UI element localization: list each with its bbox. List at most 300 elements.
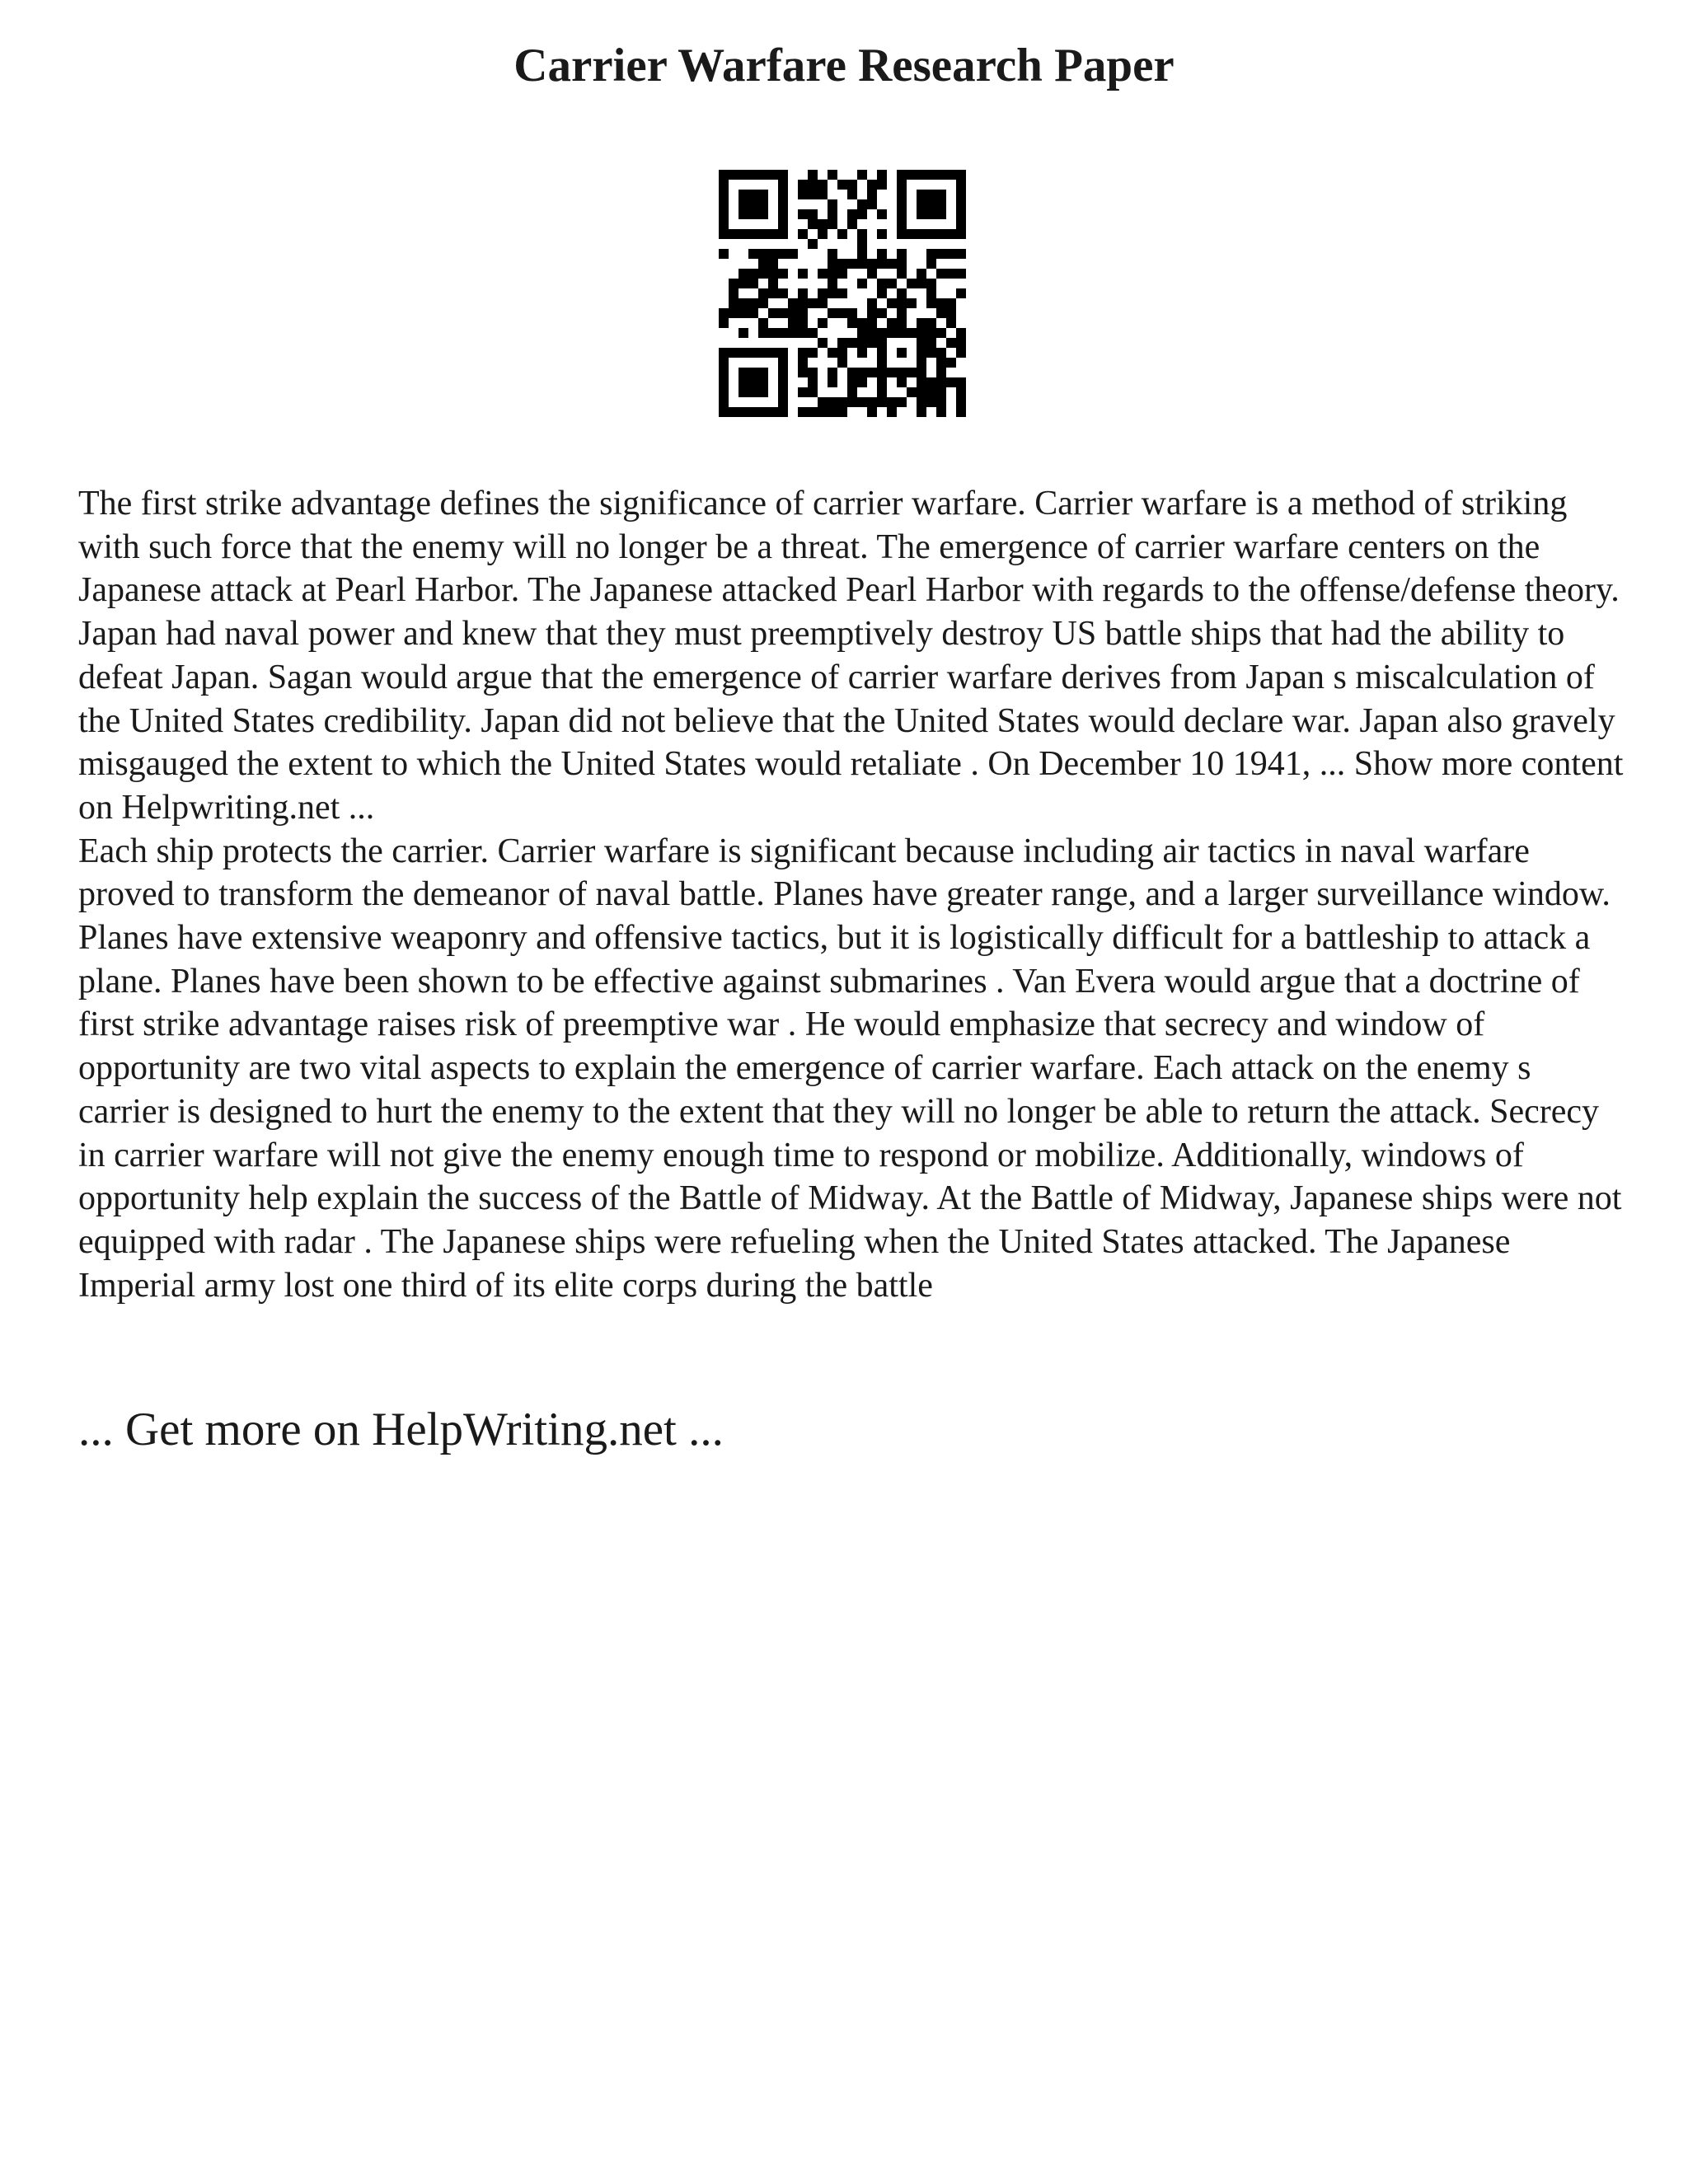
qr-module [897,298,907,308]
qr-module [798,298,808,308]
qr-module [917,279,926,288]
qr-module [857,328,867,338]
qr-module [729,279,738,288]
qr-module [788,298,798,308]
qr-module [936,308,946,318]
qr-module [917,328,926,338]
qr-module [818,288,828,298]
qr-module [719,209,729,219]
qr-module [926,328,936,338]
qr-module [857,229,867,239]
qr-module [828,288,837,298]
qr-module [917,190,926,199]
qr-module [818,219,828,229]
qr-code-graphic [719,170,966,417]
qr-module [867,368,877,377]
qr-module [926,377,936,387]
qr-module [897,180,907,190]
qr-module [897,209,907,219]
qr-module [768,348,778,358]
qr-code-icon[interactable] [719,170,966,417]
qr-module [877,387,887,397]
qr-module [768,279,778,288]
qr-module [828,199,837,209]
qr-module [748,298,758,308]
qr-module [798,308,808,318]
qr-module [788,249,798,259]
qr-module [837,288,847,298]
qr-module [907,368,917,377]
qr-module [778,170,788,180]
qr-module [897,328,907,338]
qr-module [729,229,738,239]
qr-module [926,397,936,407]
qr-module [808,219,818,229]
qr-module [818,229,828,239]
qr-module [738,229,748,239]
qr-module [758,377,768,387]
qr-module [877,358,887,368]
qr-module [847,219,857,229]
qr-module [758,318,768,328]
qr-module [867,190,877,199]
qr-module [828,170,837,180]
qr-module [748,249,758,259]
body-paragraph-2: Each ship protects the carrier. Carrier warfare is significant because including air tactics in naval warfare proved to transform the demeanor of naval battle. Planes have greater range, and a larger surveillance window. Planes have extensive weaponry and offensive tactics, but it is logistically difficult for a battleship to attack a plane. Planes have been shown to be effective against submarines . Van Evera would argue that a doctrine of first strike advantage raises risk of preemptive war . He would emphasize that secrecy and window of opportunity are two vital aspects to explain the emergence of carrier warfare. Each attack on the enemy s carrier is designed to hurt the enemy to the extent that they will no longer be able to return the attack. Secrecy in carrier warfare will not give the enemy enough time to respond or mobilize. Additionally, windows of opportunity help explain the success of the Battle of Midway. At the Battle of Midway, Japanese ships were not equipped with radar . The Japanese ships were refueling when the United States attacked. The Japanese Imperial army lost one third of its elite corps during the battle [78,832,1622,1305]
qr-module [956,338,966,348]
qr-module [936,249,946,259]
qr-module [917,387,926,397]
qr-module [808,209,818,219]
qr-module [748,269,758,279]
qr-module [738,279,748,288]
qr-module [857,368,867,377]
qr-module [808,180,818,190]
qr-module [917,318,926,328]
qr-module [748,368,758,377]
qr-module [847,318,857,328]
qr-module [778,368,788,377]
qr-module [778,328,788,338]
qr-module [837,308,847,318]
qr-module [837,358,847,368]
qr-module [887,298,897,308]
qr-module [719,318,729,328]
qr-module [778,387,788,397]
qr-module [946,229,956,239]
qr-module [926,170,936,180]
qr-module [956,269,966,279]
qr-module [877,368,887,377]
qr-module [798,407,808,417]
qr-module [917,209,926,219]
qr-module [956,170,966,180]
qr-module [956,249,966,259]
qr-module [748,199,758,209]
qr-module [778,180,788,190]
qr-module [926,259,936,269]
qr-module [857,259,867,269]
qr-module [956,397,966,407]
qr-module [956,199,966,209]
qr-module [926,338,936,348]
qr-module [758,199,768,209]
qr-module [768,308,778,318]
qr-module [798,358,808,368]
qr-module [877,338,887,348]
qr-module [857,318,867,328]
qr-module [907,279,917,288]
qr-module [808,348,818,358]
qr-module [897,308,907,318]
qr-module [936,348,946,358]
qr-module [729,298,738,308]
qr-module [847,308,857,318]
qr-module [837,338,847,348]
get-more-link[interactable]: ... Get more on HelpWriting.net ... [78,1404,724,1455]
qr-module [847,387,857,397]
qr-module [758,190,768,199]
qr-module [847,338,857,348]
qr-module [818,180,828,190]
qr-module [837,229,847,239]
qr-module [808,298,818,308]
qr-module [778,229,788,239]
qr-module [887,407,897,417]
qr-module [877,209,887,219]
qr-module [857,279,867,288]
qr-module [857,209,867,219]
qr-module [768,407,778,417]
qr-module [808,190,818,199]
qr-module [936,368,946,377]
qr-module [738,170,748,180]
qr-module [926,190,936,199]
qr-module [936,199,946,209]
qr-module [936,407,946,417]
qr-module [828,308,837,318]
qr-module [828,269,837,279]
qr-module [719,199,729,209]
qr-module [768,288,778,298]
qr-module [798,318,808,328]
qr-module [798,209,808,219]
qr-module [917,338,926,348]
qr-module [917,368,926,377]
qr-module [828,279,837,288]
qr-module [818,190,828,199]
qr-module [778,377,788,387]
qr-module [738,387,748,397]
qr-module [788,328,798,338]
qr-module [778,249,788,259]
qr-module [729,407,738,417]
qr-module [758,249,768,259]
qr-module [798,190,808,199]
qr-module [758,209,768,219]
qr-module [719,368,729,377]
qr-module [818,269,828,279]
qr-module [956,288,966,298]
qr-module [828,368,837,377]
qr-module [867,298,877,308]
qr-module [877,308,887,318]
qr-module [887,279,897,288]
qr-module [956,180,966,190]
qr-module [917,229,926,239]
qr-module [778,209,788,219]
qr-module [837,407,847,417]
qr-module [738,407,748,417]
qr-module [837,348,847,358]
qr-module [768,269,778,279]
qr-module [917,170,926,180]
qr-module [818,338,828,348]
qr-module [907,298,917,308]
qr-module [857,377,867,387]
qr-module [738,368,748,377]
qr-module [946,377,956,387]
qr-module [897,219,907,229]
body-paragraph-1: The first strike advantage defines the significance of carrier warfare. Carrier warfare is a method of striking with such force that the enemy will no longer be a threat. The emergence of carrier warfare centers on the Japanese attack at Pearl Harbor. The Japanese attacked Pearl Harbor with regards to the offense/defense theory. Japan had naval power and knew that they must preemptively destroy US battle ships that had the ability to defeat Japan. Sagan would argue that the emergence of carrier warfare derives from Japan s miscalculation of the United States credibility. Japan did not believe that the United States would declare war. Japan also gravely misgauged the extent to which the United States would retaliate . On December 10 1941, ... Show more content on Helpwriting.net ... [78,485,1624,827]
qr-module [936,377,946,387]
qr-module [926,279,936,288]
qr-module [798,328,808,338]
qr-module [887,397,897,407]
qr-module [917,348,926,358]
qr-module [867,318,877,328]
qr-module [926,199,936,209]
qr-module [837,269,847,279]
qr-module [798,348,808,358]
qr-module [956,328,966,338]
qr-module [798,387,808,397]
qr-module [828,259,837,269]
qr-module [897,397,907,407]
qr-module [956,209,966,219]
qr-module [758,328,768,338]
qr-module [808,407,818,417]
qr-module [748,229,758,239]
qr-module [877,259,887,269]
qr-module [719,229,729,239]
qr-module [778,397,788,407]
qr-module [926,318,936,328]
qr-module [917,358,926,368]
qr-module [748,348,758,358]
qr-module [847,190,857,199]
qr-module [768,328,778,338]
qr-module [936,190,946,199]
qr-module [897,190,907,199]
qr-module [936,397,946,407]
qr-module [867,338,877,348]
qr-module [857,239,867,249]
qr-module [748,170,758,180]
qr-module [926,348,936,358]
qr-module [936,358,946,368]
qr-module [936,170,946,180]
qr-module [758,348,768,358]
qr-module [758,259,768,269]
qr-module [857,348,867,358]
qr-module [818,318,828,328]
qr-module [946,358,956,368]
qr-module [748,209,758,219]
qr-module [719,249,729,259]
qr-module [877,397,887,407]
qr-module [897,229,907,239]
qr-module [907,229,917,239]
qr-module [758,407,768,417]
qr-module [837,180,847,190]
qr-module [837,259,847,269]
qr-module [738,328,748,338]
qr-module [798,229,808,239]
qr-module [946,269,956,279]
qr-module [857,199,867,209]
qr-module [818,298,828,308]
qr-module [719,190,729,199]
qr-module [877,377,887,387]
qr-module [946,308,956,318]
qr-module [857,249,867,259]
qr-module [917,199,926,209]
qr-module [798,269,808,279]
qr-module [738,377,748,387]
qr-module [887,318,897,328]
qr-module [946,338,956,348]
qr-module [719,308,729,318]
qr-module [897,249,907,259]
qr-module [798,180,808,190]
qr-module [946,249,956,259]
qr-module [956,229,966,239]
qr-module [917,397,926,407]
qr-module [926,209,936,219]
qr-module [877,180,887,190]
qr-module [758,269,768,279]
qr-module [926,249,936,259]
qr-module [877,279,887,288]
qr-module [808,377,818,387]
qr-module [729,288,738,298]
qr-module [808,328,818,338]
qr-module [926,288,936,298]
qr-module [837,397,847,407]
qr-module [926,387,936,397]
qr-module [897,288,907,298]
qr-module [956,219,966,229]
qr-module [936,387,946,397]
qr-module [748,387,758,397]
qr-module [907,387,917,397]
qr-module [738,348,748,358]
qr-module [768,259,778,269]
qr-module [828,348,837,358]
qr-module [808,239,818,249]
qr-module [748,279,758,288]
qr-module [936,209,946,219]
qr-module [897,170,907,180]
qr-module [946,318,956,328]
qr-module [897,348,907,358]
qr-module [867,328,877,338]
qr-module [887,368,897,377]
qr-module [887,259,897,269]
qr-module [719,219,729,229]
qr-module [946,298,956,308]
qr-module [946,170,956,180]
qr-module [926,298,936,308]
qr-module [778,348,788,358]
qr-module [867,269,877,279]
qr-module [867,407,877,417]
qr-module [936,229,946,239]
qr-module [897,377,907,387]
qr-module [738,190,748,199]
qr-module [867,180,877,190]
qr-module [738,209,748,219]
qr-module [768,170,778,180]
qr-module [719,358,729,368]
qr-module [738,269,748,279]
qr-module [867,199,877,209]
qr-module [897,269,907,279]
qr-module [748,407,758,417]
qr-module [828,249,837,259]
qr-module [847,180,857,190]
qr-module [897,199,907,209]
qr-module [719,170,729,180]
qr-module [768,249,778,259]
qr-module [729,308,738,318]
qr-module [936,269,946,279]
qr-module [877,288,887,298]
qr-module [778,199,788,209]
qr-module [798,368,808,377]
qr-module [778,288,788,298]
qr-module [788,318,798,328]
qr-module [828,219,837,229]
qr-module [857,170,867,180]
qr-module [818,407,828,417]
page-title: Carrier Warfare Research Paper [513,40,1175,91]
qr-module [897,259,907,269]
qr-module [719,348,729,358]
qr-module [778,219,788,229]
qr-module [818,397,828,407]
qr-module [738,298,748,308]
qr-module [847,209,857,219]
qr-module [719,180,729,190]
qr-module [867,259,877,269]
qr-module [778,407,788,417]
qr-module [956,407,966,417]
qr-module [847,377,857,387]
qr-module [758,387,768,397]
qr-module [847,259,857,269]
qr-module [808,368,818,377]
qr-module [907,328,917,338]
qr-module [788,308,798,318]
qr-module [956,387,966,397]
qr-module [778,308,788,318]
qr-module [828,397,837,407]
qr-module [758,288,768,298]
qr-module [956,377,966,387]
qr-module [857,397,867,407]
